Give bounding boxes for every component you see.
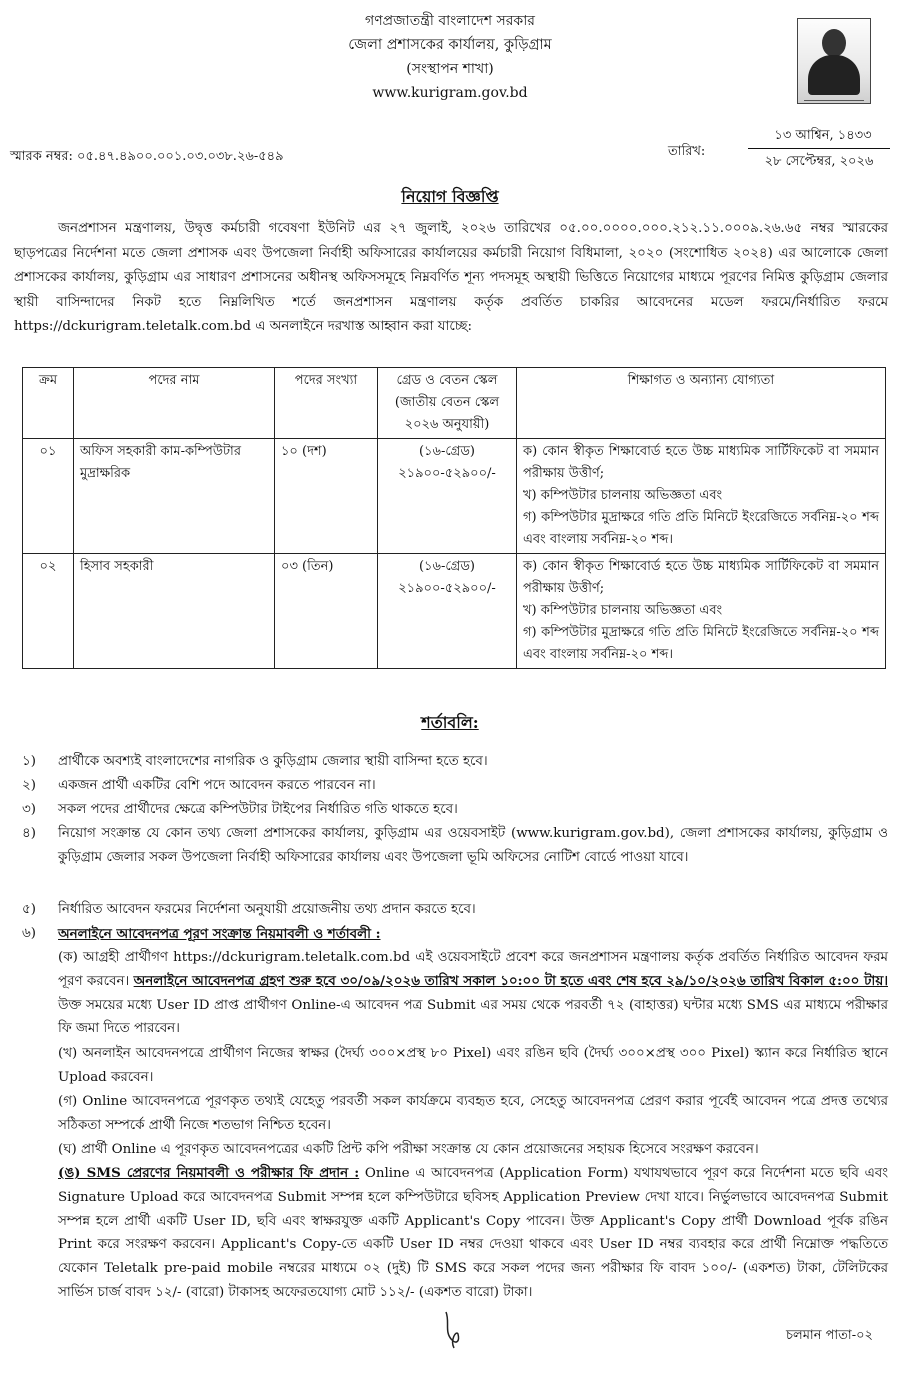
memo-number: স্মারক নম্বর: ০৫.৪৭.৪৯০০.০০১.০৩.০৩৮.২৬-৫৪৯: [10, 149, 284, 164]
portrait-photo: [797, 18, 871, 104]
section-title: (সংস্থাপন শাখা): [406, 61, 494, 77]
date-english: ২৮ সেপ্টেম্বর, ২০২৬: [764, 154, 874, 169]
intro-paragraph: জনপ্রশাসন মন্ত্রণালয়, উদ্বৃত্ত কর্মচারী গবেষণা ইউনিট এর ২৭ জুলাই, ২০২৬ তারিখের ০৫.০০.০০০০.০০০.২১২.১১.০০০৯.২৬.৬৫ নম্বর স্মারকের ছাড়পত্রের নির্দেশনা মতে জেলা প্রশাসক এবং উপজেলা নির্বাহী অফিসারের কার্যালয়ের কর্মচারী নিয়োগ বিধিমালা, ২০২০ (সংশোধিত ২০২৪) এর আলোকে জেলা প্রশাসকের কার্যালয়, কুড়িগ্রাম এর সাধারণ প্রশাসনের অধীনস্থ অফিসসমূহে নিম্নবর্ণিত শূন্য পদসমূহ অস্থায়ী ভিত্তিতে নিয়োগের মাধ্যমে পূরণের নিমিত্ত কুড়িগ্রাম জেলার স্থায়ী বাসিন্দাদের নিকট হতে নিম্নলিখিত শর্তে জনপ্রশাসন মন্ত্রণালয় কর্তৃক প্রবর্তিত চাকরির আবেদনের মডেল ফরমে/নির্ধারিত ফরমে https://dckurigram.teletalk.com.bd এ অনলাইনে দরখাস্ত আহ্বান করা যাচ্ছে:: [14, 221, 888, 334]
conditions-title: শর্তাবলি:: [421, 713, 479, 732]
date-label: তারিখ:: [668, 144, 706, 159]
pen-mark-icon: [440, 1310, 466, 1350]
online-rule-ka: (ক) আগ্রহী প্রার্থীগণ https://dckurigram.teletalk.com.bd এই ওয়েবসাইটে প্রবেশ করে জনপ্রশাসন মন্ত্রণালয় কর্তৃক প্রবর্তিত নির্ধারিত আবেদন ফরম পূরণ করবেন। অনলাইনে আবেদনপত্র গ্রহণ শুরু হবে ৩০/০৯/২০২৬ তারিখ সকাল ১০:০০ টা হতে এবং শেষ হবে ২৯/১০/২০২৬ তারিখ বিকাল ৫:০০ টায়। উক্ত সময়ের মধ্যে User ID প্রাপ্ত প্রার্থীগণ Online-এ আবেদন পত্র Submit এর সময় থেকে পরবর্তী ৭২ (বাহাত্তর) ঘন্টার মধ্যে SMS এর মাধ্যমে পরীক্ষার ফি জমা দিতে পারবেন।: [58, 950, 888, 1037]
col-serial: ক্রম: [23, 368, 74, 439]
online-rule-uma: (ঙ) SMS প্রেরণের নিয়মাবলী ও পরীক্ষার ফি প্রদান : Online এ আবেদনপত্র (Application Form) যথাযথভাবে পূরণ করে নির্দেশনা মতে ছবি এবং Signature Upload করে আবেদনপত্র Submit সম্পন্ন হলে কম্পিউটারে ছবিসহ Application Preview দেখা যাবে। নির্ভুলভাবে আবেদনপত্র Submit সম্পন্ন হলে প্রার্থী একটি User ID, ছবি এবং স্বাক্ষরযুক্ত একটি Applicant's Copy পাবেন। উক্ত Applicant's Copy প্রার্থী Download পূর্বক রঙিন Print করে সংরক্ষণ করবেন। Applicant's Copy-তে একটি User ID নম্বর দেওয়া থাকবে এবং User ID নম্বর ব্যবহার করে প্রার্থী নিম্নোক্ত পদ্ধতিতে যেকোন Teletalk pre-paid mobile নম্বরের মাধ্যমে ০২ (দুই) টি SMS করে সকল পদের জন্য পরীক্ষার ফি বাবদ ১০০/- (একশত) টাকা, টেলিটকের সার্ভিস চার্জ বাবদ ১২/- (বারো) টাকাসহ অফেরতযোগ্য মোট ১১২/- (একশত বারো) টাকা।: [58, 1165, 888, 1300]
table-row: ০২ হিসাব সহকারী ০৩ (তিন) (১৬-গ্রেড) ২১৯০০-৫২৯০০/- ক) কোন স্বীকৃত শিক্ষাবোর্ড হতে উচ্চ মাধ্যমিক সার্টিফিকেট বা সমমান পরীক্ষায় উত্তীর্ণ; খ) কম্পিউটার চালনায় অভিজ্ঞতা এবং গ) কম্পিউটার মুদ্রাক্ষরে গতি প্রতি মিনিটে ইংরেজিতে সর্বনিম্ন-২০ শব্দ এবং বাংলায় সর্বনিম্ন-২০ শব্দ।: [23, 554, 886, 669]
col-post: পদের নাম: [74, 368, 275, 439]
website-link[interactable]: www.kurigram.gov.bd: [372, 85, 528, 101]
govt-title: গণপ্রজাতন্ত্রী বাংলাদেশ সরকার: [365, 13, 535, 29]
col-qualification: শিক্ষাগত ও অন্যান্য যোগ্যতা: [517, 368, 886, 439]
table-header-row: [23, 368, 886, 439]
notice-title: নিয়োগ বিজ্ঞপ্তি: [401, 187, 499, 206]
table-row: ০১ অফিস সহকারী কাম-কম্পিউটার মুদ্রাক্ষরিক ১০ (দশ) (১৬-গ্রেড) ২১৯০০-৫২৯০০/- ক) কোন স্বীকৃত শিক্ষাবোর্ড হতে উচ্চ মাধ্যমিক সার্টিফিকেট বা সমমান পরীক্ষায় উত্তীর্ণ; খ) কম্পিউটার চালনায় অভিজ্ঞতা এবং গ) কম্পিউটার মুদ্রাক্ষরে গতি প্রতি মিনিটে ইংরেজিতে সর্বনিম্ন-২০ শব্দ এবং বাংলায় সর্বনিম্ন-২০ শব্দ।: [23, 439, 886, 554]
office-title: জেলা প্রশাসকের কার্যালয়, কুড়িগ্রাম: [348, 37, 552, 53]
date-block: [668, 124, 890, 172]
col-count: পদের সংখ্যা: [275, 368, 378, 439]
online-rule-kha: (খ) অনলাইন আবেদনপত্রে প্রার্থীগণ নিজের স্বাক্ষর (দৈর্ঘ্য ৩০০×প্রস্থ ৮০ Pixel) এবং রঙিন ছবি (দৈর্ঘ্য ৩০০×প্রস্থ ৩০০ Pixel) স্ক্যান করে নির্ধারিত স্থানে Upload করবেন।: [58, 1046, 888, 1085]
recruitment-notice-page: গণপ্রজাতন্ত্রী বাংলাদেশ সরকার জেলা প্রশাসকের কার্যালয়, কুড়িগ্রাম (সংস্থাপন শাখা) www.kurigram.gov.bd স্মারক নম্বর: ০৫.৪৭.৪৯০০.০০১.০৩.০৩৮.২৬-৫৪৯ তারিখ: ১৩ আশ্বিন, ১৪৩৩ ২৮ সেপ্টেম্বর, ২০২৬ নিয়োগ বিজ্ঞপ্তি জনপ্রশাসন মন্ত্রণালয়, উদ্বৃত্ত কর্মচারী গবেষণা ইউনিট এর ২৭ জুলাই, ২০২৬ তারিখের ০৫.০০.০০০০.০০০.২১২.১১.০০০৯.২৬.৬৫ নম্বর স্মারকের ছাড়পত্রের নির্দেশনা মতে জেলা প্রশাসক এবং উপজেলা নির্বাহী অফিসারের কার্যালয়ের কর্মচারী নিয়োগ বিধিমালা, ২০২০ (সংশোধিত ২০২৪) এর আলোকে জেলা প্রশাসকের কার্যালয়, কুড়িগ্রাম এর সাধারণ প্রশাসনের অধীনস্থ অফিসসমূহে নিম্নবর্ণিত শূন্য পদসমূহ অস্থায়ী ভিত্তিতে নিয়োগের মাধ্যমে পূরণের নিমিত্ত কুড়িগ্রাম জেলার স্থায়ী বাসিন্দাদের নিকট হতে নিম্নলিখিত শর্তে জনপ্রশাসন মন্ত্রণালয় কর্তৃক প্রবর্তিত চাকরির আবেদনের মডেল ফরমে/নির্ধারিত ফরমে https://dckurigram.teletalk.com.bd এ অনলাইনে দরখাস্ত আহ্বান করা যাচ্ছে: ক্রম পদের নাম পদের সংখ্যা গ্রেড ও বেতন স্কেল (জাতীয় বেতন স্কেল ২০২৬ অনুযায়ী) শিক্ষাগত ও অন্যান্য যোগ্যতা ০১ অফিস সহকারী কাম-কম্পিউটার মুদ্রাক্ষরিক ১০ (দশ) (১৬-গ্রেড) ২১৯০০-৫২৯০০/- ক) কোন স্বীকৃত শিক্ষাবোর্ড হতে উচ্চ মাধ্যমিক সার্টিফিকেট বা সমমান পরীক্ষায় উত্তীর্ণ; খ) কম্পিউটার চালনায় অভিজ্ঞতা এবং গ) কম্পিউটার মুদ্রাক্ষরে গতি প্রতি মিনিটে ইংরেজিতে সর্বনিম্ন-২০ শব্দ এবং বাংলায় সর্বনিম্ন-২০ শব্দ। ০২ হিসাব সহকারী ০৩ (তিন) (১৬-গ্রেড) ২১৯০০-৫২৯০০/- ক) কোন স্বীকৃত শিক্ষাবোর্ড হতে উচ্চ মাধ্যমিক সার্টিফিকেট বা সমমান পরীক্ষায় উত্তীর্ণ; খ) কম্পিউটার চালনায় অভিজ্ঞতা এবং গ) কম্পিউটার মুদ্রাক্ষরে গতি প্রতি মিনিটে ইংরেজিতে সর্বনিম্ন-২০ শব্দ এবং বাংলায় সর্বনিম্ন-২০ শব্দ। শর্তাবলি: ১) প্রার্থীকে অবশ্যই বাংলাদেশের নাগরিক ও কুড়িগ্রাম জেলার স্থায়ী বাসিন্দা হতে হবে। ২) একজন প্রার্থী একটির বেশি পদে আবেদন করতে পারবেন না। ৩) সকল পদের প্রার্থীদের ক্ষেত্রে কম্পিউটার টাইপের নির্ধারিত গতি থাকতে হবে। ৪) নিয়োগ সংক্রান্ত যে কোন তথ্য জেলা প্রশাসকের কার্যালয়, কুড়িগ্রাম এর ওয়েবসাইট (www.kurigram.gov.bd), জেলা প্রশাসকের কার্যালয়, কুড়িগ্রাম ও কুড়িগ্রাম জেলার সকল উপজেলা নির্বাহী অফিসারের কার্যালয় এবং উপজেলা ভূমি অফিসের নোটিশ বোর্ডে পাওয়া যাবে। ৫) নির্ধারিত আবেদন ফরমের নির্দেশনা অনুযায়ী প্রয়োজনীয় তথ্য প্রদান করতে হবে। ৬) অনলাইনে আবেদনপত্র পূরণ সংক্রান্ত নিয়মাবলী ও শর্তাবলী : (ক) আগ্রহী প্রার্থীগণ https://dckurigram.teletalk.com.bd এই ওয়েবসাইটে প্রবেশ করে জনপ্রশাসন মন্ত্রণালয় কর্তৃক প্রবর্তিত নির্ধারিত আবেদন ফরম পূরণ করবেন। অনলাইনে আবেদনপত্র গ্রহণ শুরু হবে ৩০/০৯/২০২৬ তারিখ সকাল ১০:০০ টা হতে এবং শেষ হবে ২৯/১০/২০২৬ তারিখ বিকাল ৫:০০ টায়। উক্ত সময়ের মধ্যে User ID প্রাপ্ত প্রার্থীগণ Online-এ আবেদন পত্র Submit এর সময় থেকে পরবর্তী ৭২ (বাহাত্তর) ঘন্টার মধ্যে SMS এর মাধ্যমে পরীক্ষার ফি জমা দিতে পারবেন। (খ) অনলাইন আবেদনপত্রে প্রার্থীগণ নিজের স্বাক্ষর (দৈর্ঘ্য ৩০০×প্রস্থ ৮০ Pixel) এবং রঙিন ছবি (দৈর্ঘ্য ৩০০×প্রস্থ ৩০০ Pixel) স্ক্যান করে নির্ধারিত স্থানে Upload করবেন। (গ) Online আবেদনপত্রে পূরণকৃত তথ্যই যেহেতু পরবর্তী সকল কার্যক্রমে ব্যবহৃত হবে, সেহেতু আবেদনপত্র প্রেরণ করার পূর্বেই আবেদন পত্রে প্রদত্ত তথ্যের সঠিকতা সম্পর্কে প্রার্থী নিজে শতভাগ নিশ্চিত হবেন। (ঘ) প্রার্থী Online এ পূরণকৃত আবেদনপত্রের একটি প্রিন্ট কপি পরীক্ষা সংক্রান্ত যে কোন প্রয়োজনের সহায়ক হিসেবে সংরক্ষণ করবেন। (ঙ) SMS প্রেরণের নিয়মাবলী ও পরীক্ষার ফি প্রদান : Online এ আবেদনপত্র (Application Form) যথাযথভাবে পূরণ করে নির্দেশনা মতে ছবি এবং Signature Upload করে আবেদনপত্র Submit সম্পন্ন হলে কম্পিউটারে ছবিসহ Application Preview দেখা যাবে। নির্ভুলভাবে আবেদনপত্র Submit সম্পন্ন হলে প্রার্থী একটি User ID, ছবি এবং স্বাক্ষরযুক্ত একটি Applicant's Copy পাবেন। উক্ত Applicant's Copy প্রার্থী Download পূর্বক রঙিন Print করে সংরক্ষণ করবেন। Applicant's Copy-তে একটি User ID নম্বর দেওয়া থাকবে এবং User ID নম্বর ব্যবহার করে প্রার্থী নিম্নোক্ত পদ্ধতিতে যেকোন Teletalk pre-paid mobile নম্বরের মাধ্যমে ০২ (দুই) টি SMS করে সকল পদের জন্য পরীক্ষার ফি বাবদ ১০০/- (একশত) টাকা, টেলিটকের সার্ভিস চার্জ বাবদ ১২/- (বারো) টাকাসহ অফেরতযোগ্য মোট ১১২/- (একশত বারো) টাকা। চলমান পাতা-০২: [0, 0, 900, 1379]
online-rule-ga: (গ) Online আবেদনপত্রে পূরণকৃত তথ্যই যেহেতু পরবর্তী সকল কার্যক্রমে ব্যবহৃত হবে, সেহেতু আবেদনপত্র প্রেরণ করার পূর্বেই আবেদন পত্রে প্রদত্ত তথ্যের সঠিকতা সম্পর্কে প্রার্থী নিজে শতভাগ নিশ্চিত হবেন।: [58, 1094, 888, 1133]
col-grade: গ্রেড ও বেতন স্কেল (জাতীয় বেতন স্কেল ২০২৬ অনুযায়ী): [378, 368, 517, 439]
date-bangla: ১৩ আশ্বিন, ১৪৩৩: [774, 128, 872, 143]
posts-table: [22, 367, 886, 669]
online-rule-gha: (ঘ) প্রার্থী Online এ পূরণকৃত আবেদনপত্রের একটি প্রিন্ট কপি পরীক্ষা সংক্রান্ত যে কোন প্রয়োজনের সহায়ক হিসেবে সংরক্ষণ করবেন।: [58, 1142, 759, 1157]
continued-page-label: চলমান পাতা-০২: [786, 1328, 873, 1343]
